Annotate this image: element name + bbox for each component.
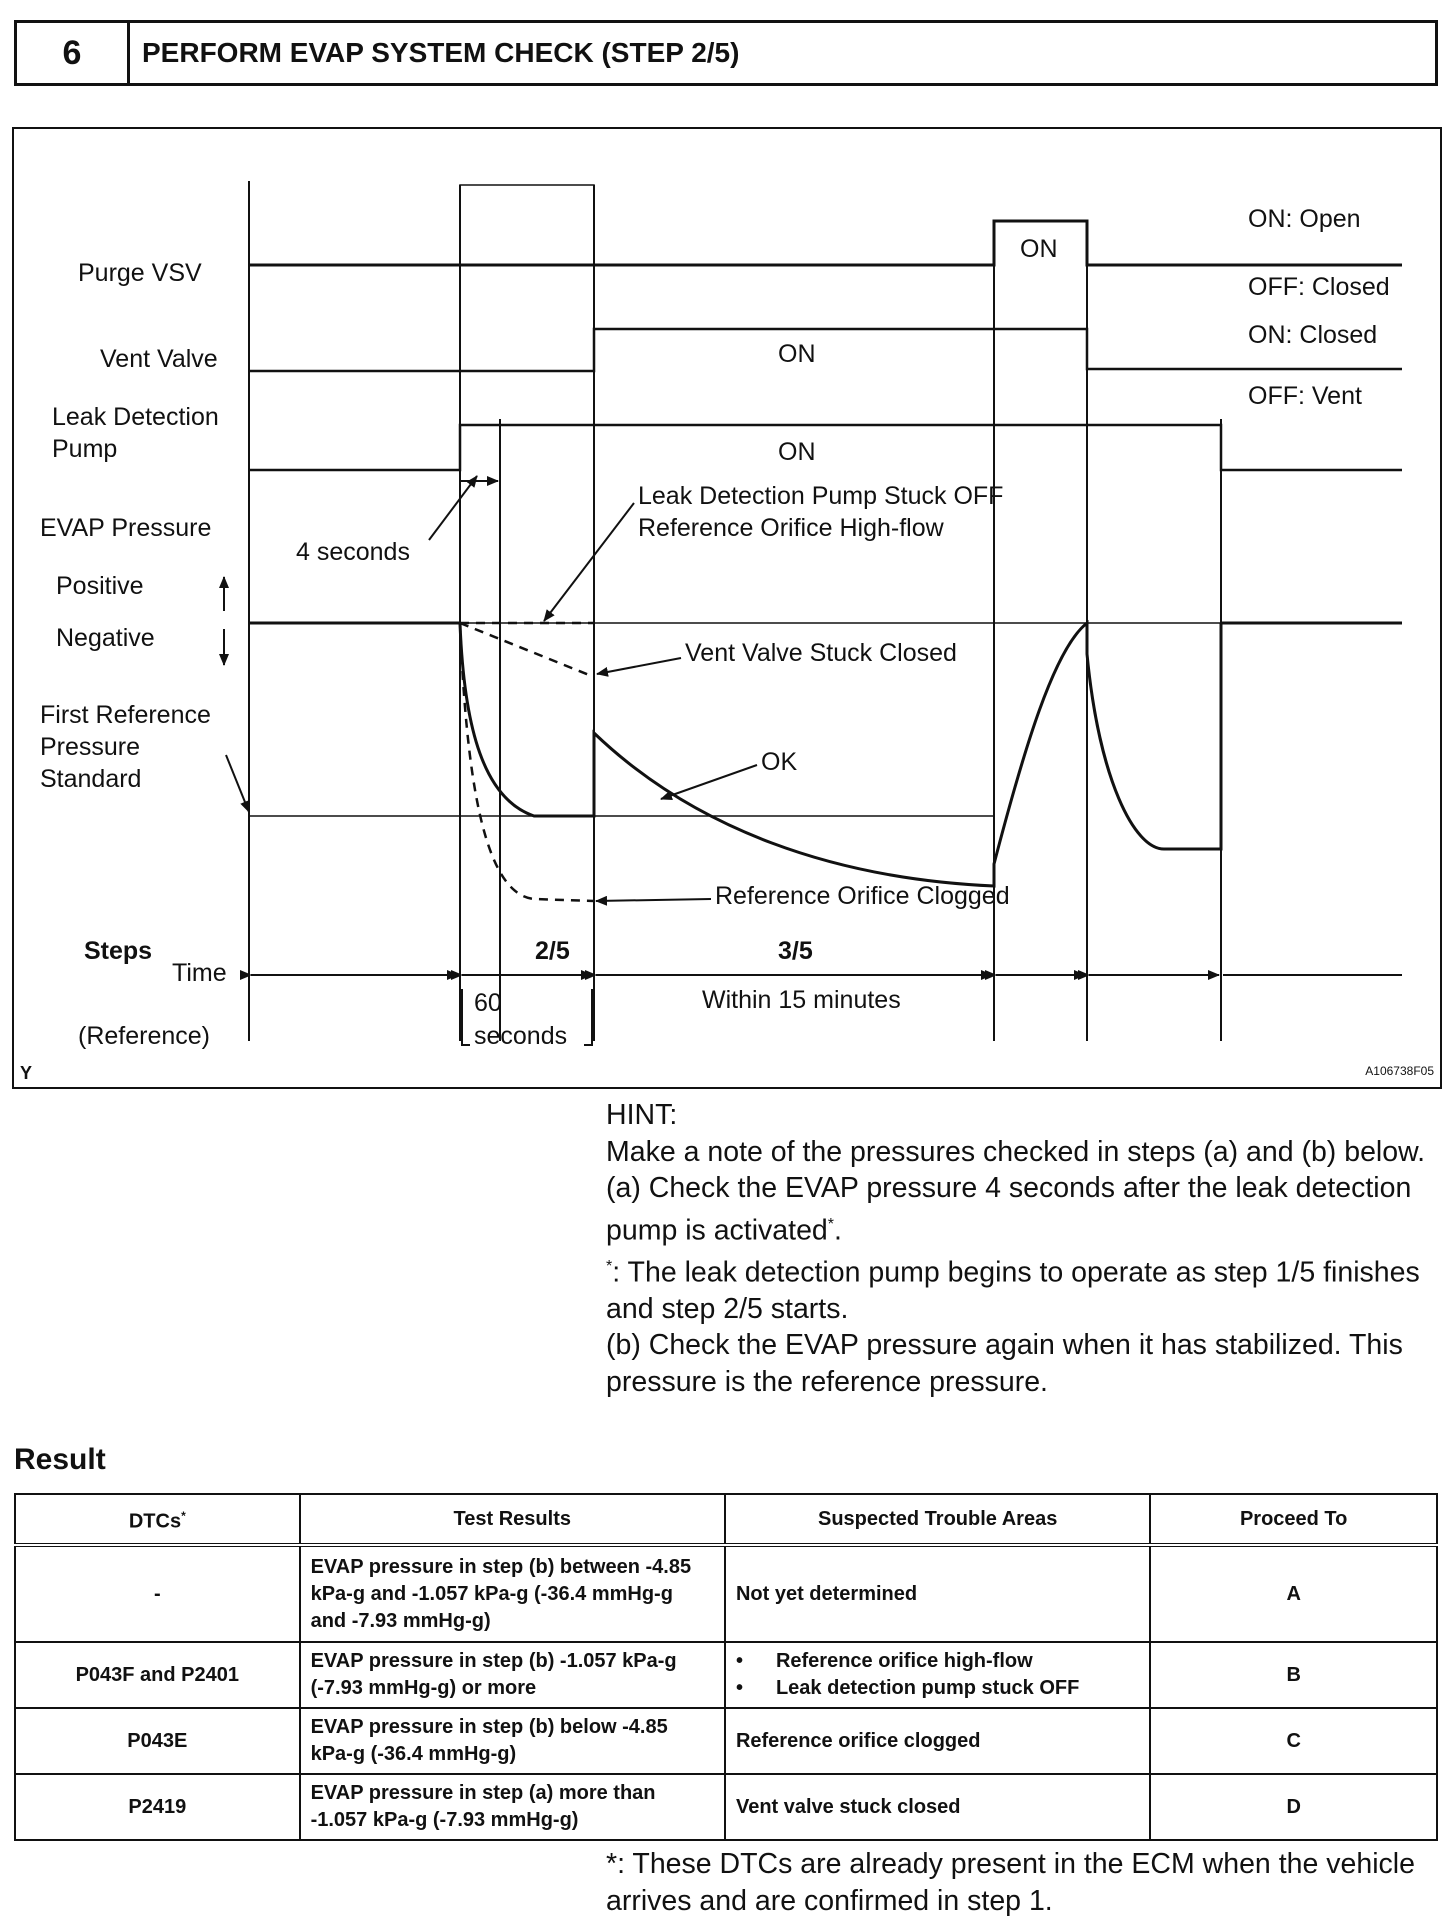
label-positive: Positive <box>56 572 144 600</box>
annot-stuck-off-2: Reference Orifice High-flow <box>638 514 944 542</box>
step-number: 6 <box>17 23 130 83</box>
hint-line-1: Make a note of the pressures checked in steps (a) and (b) below. <box>606 1135 1426 1168</box>
label-leak-pump-2: Pump <box>52 435 118 463</box>
hint-title: HINT: <box>606 1099 678 1131</box>
header-proceed: Proceed To <box>1150 1494 1437 1545</box>
cell-test: EVAP pressure in step (a) more than -1.057 kPa-g (-7.93 mmHg-g) <box>300 1774 725 1840</box>
annot-four-seconds: 4 seconds <box>296 538 410 566</box>
header-test-results: Test Results <box>300 1494 725 1545</box>
step-title: PERFORM EVAP SYSTEM CHECK (STEP 2/5) <box>142 37 740 68</box>
label-first-ref-1: First Reference <box>40 701 211 729</box>
annot-vent-stuck: Vent Valve Stuck Closed <box>685 639 957 667</box>
purge-window-box <box>460 185 594 265</box>
label-steps: Steps <box>84 937 153 965</box>
header-dtcs: DTCs* <box>15 1494 300 1545</box>
cell-area: Vent valve stuck closed <box>725 1774 1150 1840</box>
annot-step-2-5: 2/5 <box>535 937 570 965</box>
label-reference: (Reference) <box>78 1022 210 1050</box>
time-gridlines <box>249 181 1221 1041</box>
cell-test: EVAP pressure in step (b) -1.057 kPa-g (-7.93 mmHg-g) or more <box>300 1642 725 1708</box>
table-row <box>15 1708 1437 1774</box>
annot-seconds: seconds <box>474 1022 568 1050</box>
cell-test: EVAP pressure in step (b) below -4.85 kPa-g (-36.4 mmHg-g) <box>300 1708 725 1774</box>
cell-proceed: D <box>1150 1774 1437 1840</box>
evap-fault-curves <box>460 623 594 901</box>
annot-sixty: 60 <box>474 989 502 1017</box>
label-purge-vsv: Purge VSV <box>78 259 202 287</box>
cell-proceed: A <box>1150 1545 1437 1642</box>
hint-line-2: (a) Check the EVAP pressure 4 seconds after the leak detection pump is activated*. <box>606 1172 1412 1246</box>
label-leak-pump-1: Leak Detection <box>52 403 219 431</box>
label-first-ref-3: Standard <box>40 765 142 793</box>
pump-trace <box>249 425 1402 470</box>
cell-test: EVAP pressure in step (b) between -4.85 kPa-g and -1.057 kPa-g (-36.4 mmHg-g and -7.93 mmHg-g) <box>300 1545 725 1642</box>
legend-on-open: ON: Open <box>1248 205 1361 233</box>
label-vent-valve: Vent Valve <box>100 345 218 373</box>
footnote: *: These DTCs are already present in the ECM when the vehicle arrives and are confirmed in step 1. <box>606 1848 1415 1917</box>
cell-dtc: P2419 <box>15 1774 300 1840</box>
table-row <box>15 1642 1437 1708</box>
label-evap-pressure: EVAP Pressure <box>40 514 212 542</box>
result-table <box>14 1493 1438 1841</box>
annot-on-vent: ON <box>778 340 816 368</box>
cell-dtc: P043E <box>15 1708 300 1774</box>
label-negative: Negative <box>56 624 155 652</box>
cell-area: Not yet determined <box>725 1545 1150 1642</box>
legend-on-closed: ON: Closed <box>1248 321 1378 349</box>
hint-line-4: (b) Check the EVAP pressure again when it has stabilized. This pressure is the reference pressure. <box>606 1329 1403 1398</box>
area-item: • Reference orifice high-flow <box>736 1648 1139 1675</box>
legend-off-vent: OFF: Vent <box>1248 382 1362 410</box>
figure-code: A106738F05 <box>1365 1064 1434 1078</box>
timing-diagram <box>12 127 1442 1089</box>
cell-proceed: C <box>1150 1708 1437 1774</box>
annot-stuck-off-1: Leak Detection Pump Stuck OFF <box>638 482 1004 510</box>
label-time: Time <box>172 959 227 987</box>
purge-vsv-trace <box>249 221 1402 265</box>
cell-dtc: P043F and P2401 <box>15 1642 300 1708</box>
step-header <box>14 20 1438 86</box>
cell-area: Reference orifice clogged <box>725 1708 1150 1774</box>
table-row <box>15 1774 1437 1840</box>
annot-on-purge: ON <box>1020 235 1058 263</box>
hint-line-3: *: The leak detection pump begins to operate as step 1/5 finishes and step 2/5 starts. <box>606 1256 1420 1325</box>
label-first-ref-2: Pressure <box>40 733 141 761</box>
corner-y: Y <box>20 1063 33 1083</box>
annot-orifice-clogged: Reference Orifice Clogged <box>715 882 1010 910</box>
legend-off-closed: OFF: Closed <box>1248 273 1390 301</box>
table-header-row <box>15 1494 1437 1545</box>
annot-on-pump: ON <box>778 438 816 466</box>
header-suspected: Suspected Trouble Areas <box>725 1494 1150 1545</box>
vent-valve-trace <box>249 329 1402 371</box>
annot-step-3-5: 3/5 <box>778 937 813 965</box>
cell-proceed: B <box>1150 1642 1437 1708</box>
table-row <box>15 1545 1437 1642</box>
cell-area <box>725 1642 1150 1708</box>
annot-within: Within 15 minutes <box>702 986 901 1014</box>
cell-dtc: - <box>15 1545 300 1642</box>
annot-ok: OK <box>761 748 798 776</box>
hint-block <box>606 1097 1426 1400</box>
area-item: • Leak detection pump stuck OFF <box>736 1675 1139 1702</box>
result-title: Result <box>14 1443 106 1476</box>
